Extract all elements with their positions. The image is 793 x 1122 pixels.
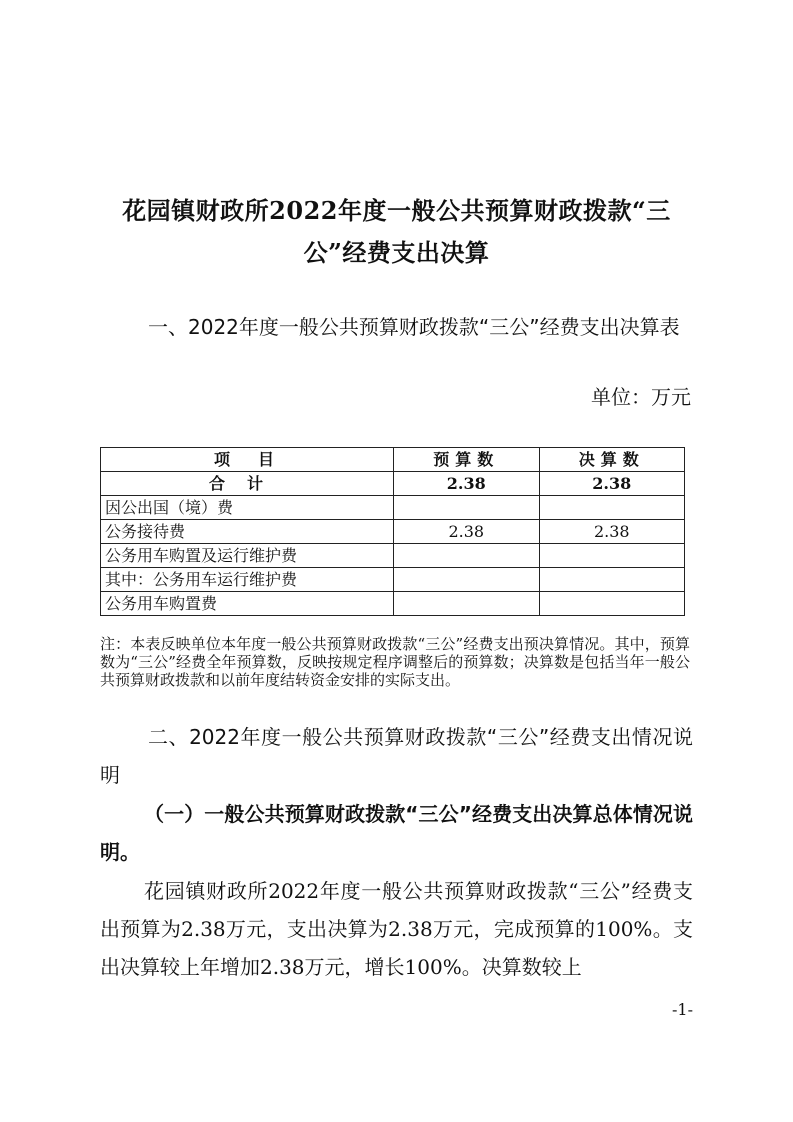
document-title: 花园镇财政所2022年度一般公共预算财政拨款“三公”经费支出决算 (122, 196, 671, 267)
table-row (101, 568, 685, 592)
expenditure-table (100, 447, 685, 616)
unit-label: 单位：万元 (591, 385, 691, 409)
table-row (101, 592, 685, 616)
section2-heading: 二、2022年度一般公共预算财政拨款“三公”经费支出情况说明 (100, 725, 693, 787)
row-item-label: 其中：公务用车运行维护费 (101, 568, 394, 592)
row-total-label: 合计 (101, 472, 394, 496)
row-item-label: 公务用车购置费 (101, 592, 394, 616)
row-final (539, 592, 685, 616)
subsection1-heading: （一）一般公共预算财政拨款“三公”经费支出决算总体情况说明。 (100, 802, 693, 864)
row-item-label: 因公出国（境）费 (101, 496, 394, 520)
row-total-budget: 2.38 (394, 472, 539, 496)
row-budget: 2.38 (394, 520, 539, 544)
row-budget (394, 592, 539, 616)
header-final: 决算数 (539, 448, 685, 472)
row-final (539, 496, 685, 520)
row-final: 2.38 (539, 520, 685, 544)
body-paragraph: 花园镇财政所2022年度一般公共预算财政拨款“三公”经费支出预算为2.38万元，支出决算为2.38万元，完成预算的100%。支出决算较上年增加2.38万元，增长100%。决算数较上 (100, 879, 693, 979)
row-total-final: 2.38 (539, 472, 685, 496)
row-item-label: 公务接待费 (101, 520, 394, 544)
row-budget (394, 496, 539, 520)
row-item-label: 公务用车购置及运行维护费 (101, 544, 394, 568)
header-item: 项 目 (101, 448, 394, 472)
section1-heading: 一、2022年度一般公共预算财政拨款“三公”经费支出决算表 (148, 315, 680, 339)
table-note: 注：本表反映单位本年度一般公共预算财政拨款“三公”经费支出预决算情况。其中，预算数为“三公”经费全年预算数，反映按规定程序调整后的预算数；决算数是包括当年一般公共预算财政拨款和以前年度结转资金安排的实际支出。 (100, 635, 690, 689)
row-final (539, 568, 685, 592)
table-row-total (101, 472, 685, 496)
row-final (539, 544, 685, 568)
table-header-row (101, 448, 685, 472)
table-row (101, 496, 685, 520)
header-budget: 预算数 (394, 448, 539, 472)
table-row (101, 520, 685, 544)
page-number: -1- (672, 1000, 693, 1019)
row-budget (394, 544, 539, 568)
row-budget (394, 568, 539, 592)
table-row (101, 544, 685, 568)
